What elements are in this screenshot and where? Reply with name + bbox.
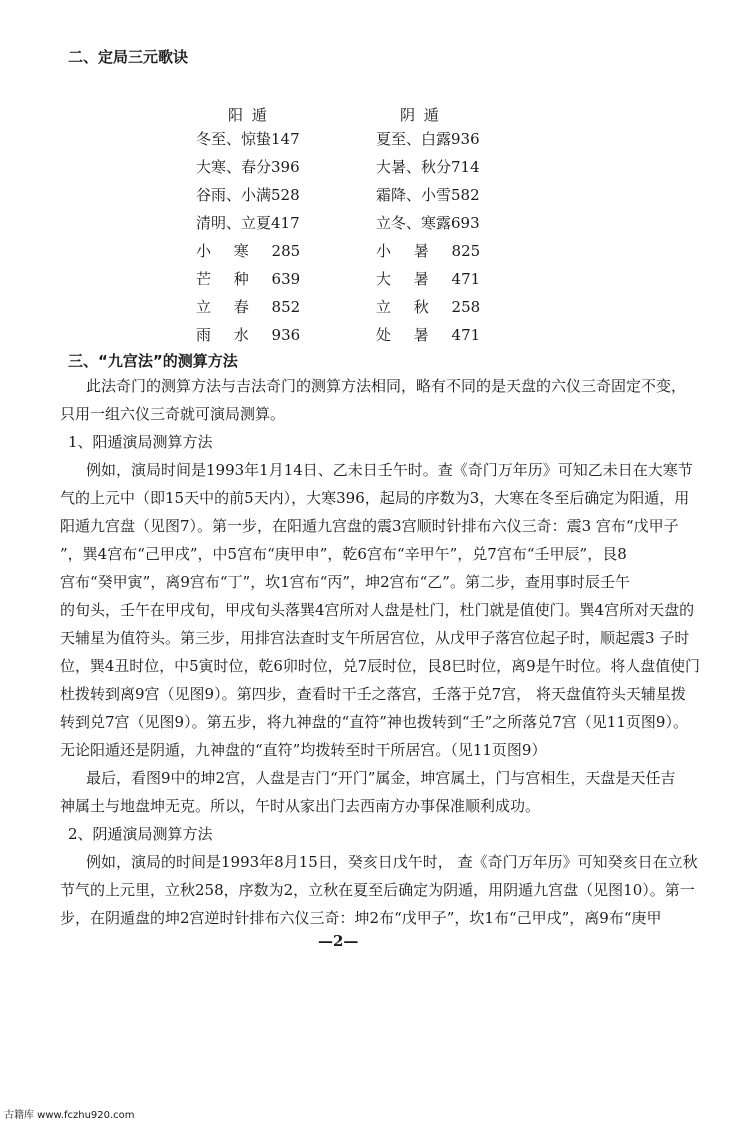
paragraph-line: 神属土与地盘坤无克。所以，午时从家出门去西南方办事保准顺利成功。 — [60, 797, 541, 815]
paragraph-line: 转到兑7宫（见图9）。第五步，将九神盘的“直符”神也拨转到“壬”之所落兑7宫（见11页图9）。 — [60, 713, 688, 731]
paragraph-line: 杜拨转到离9宫（见图9）。第四步，查看时干壬之落宫，壬落于兑7宫， 将天盘值符头天辅星拨 — [60, 685, 686, 703]
table-cell: 夏至、白露936 — [376, 130, 480, 148]
paragraph-line: 气的上元中（即15天中的前5天内），大寒396，起局的序数为3，大寒在冬至后确定为阳遁，用 — [60, 489, 690, 507]
table-cell: 处 暑 471 — [376, 326, 481, 344]
paragraph-line: 位，巽4丑时位，中5寅时位，乾6卯时位，兑7辰时位，艮8巳时位，离9是午时位。将人盘值使门 — [60, 657, 700, 675]
table-cell: 大暑、秋分714 — [376, 158, 480, 176]
paragraph-line: 最后，看图9中的坤2宫，人盘是吉门“开门”属金，坤宫属土，门与宫相生，天盘是天任吉 — [86, 769, 676, 787]
section-heading: 二、定局三元歌诀 — [68, 48, 189, 66]
paragraph-line: 只用一组六仪三奇就可演局测算。 — [60, 405, 286, 423]
page-number: —2— — [318, 932, 359, 950]
table-cell: 芒 种 639 — [196, 270, 301, 288]
table-cell: 立冬、寒露693 — [376, 214, 480, 232]
table-cell: 大寒、春分396 — [196, 158, 300, 176]
section-heading: 三、“九宫法”的测算方法 — [68, 352, 238, 370]
paragraph-line: 例如，演局时间是1993年1月14日、乙未日壬午时。查《奇门万年历》可知乙未日在大寒节 — [86, 461, 693, 479]
paragraph-line: ”，巽4宫布“己甲戌”，中5宫布“庚甲申”，乾6宫布“辛甲午”，兑7宫布“壬甲辰”，艮8 — [60, 545, 627, 563]
subsection-heading: 1、阳遁演局测算方法 — [68, 433, 213, 451]
yang-dun-header: 阳 遁 — [228, 106, 269, 124]
site-footer: 古籍库 www.fczhu920.com — [4, 1110, 135, 1121]
paragraph-line: 阳遁九宫盘（见图7）。第一步，在阳遁九宫盘的震3宫顺时针排布六仪三奇：震3 宫布“戊甲子 — [60, 517, 679, 535]
paragraph-line: 无论阳遁还是阴遁，九神盘的“直符”均拨转至时干所居宫。（见11页图9） — [60, 741, 547, 759]
subsection-heading: 2、阴遁演局测算方法 — [68, 825, 213, 843]
paragraph-line: 天辅星为值符头。第三步，用排宫法查时支午所居宫位，从戊甲子落宫位起子时，顺起震3 子时 — [60, 629, 690, 647]
paragraph-line: 节气的上元里，立秋258，序数为2，立秋在夏至后确定为阴遁，用阴遁九宫盘（见图10）。第一 — [60, 881, 695, 899]
paragraph-line: 宫布“癸甲寅”，离9宫布“丁”，坎1宫布“丙”，坤2宫布“乙”。第二步，查用事时辰壬午 — [60, 573, 630, 591]
table-cell: 立 秋 258 — [376, 298, 481, 316]
table-cell: 清明、立夏417 — [196, 214, 300, 232]
paragraph-line: 的旬头，壬午在甲戌旬，甲戌旬头落巽4宫所对人盘是杜门，杜门就是值使门。巽4宫所对天盘的 — [60, 601, 695, 619]
table-cell: 小 寒 285 — [196, 242, 301, 260]
table-cell: 谷雨、小满528 — [196, 186, 300, 204]
paragraph-line: 步，在阴遁盘的坤2宫逆时针排布六仪三奇：坤2布“戊甲子”，坎1布“己甲戌”，离9布“庚甲 — [60, 909, 662, 927]
paragraph-line: 例如，演局的时间是1993年8月15日，癸亥日戊午时， 查《奇门万年历》可知癸亥日在立秋 — [86, 853, 698, 871]
table-cell: 霜降、小雪582 — [376, 186, 480, 204]
table-cell: 冬至、惊蛰147 — [196, 130, 300, 148]
table-cell: 立 春 852 — [196, 298, 301, 316]
table-cell: 小 暑 825 — [376, 242, 481, 260]
table-cell: 雨 水 936 — [196, 326, 301, 344]
table-cell: 大 暑 471 — [376, 270, 481, 288]
paragraph-line: 此法奇门的测算方法与吉法奇门的测算方法相同，略有不同的是天盘的六仪三奇固定不变， — [86, 377, 687, 395]
yin-dun-header: 阴 遁 — [400, 106, 441, 124]
